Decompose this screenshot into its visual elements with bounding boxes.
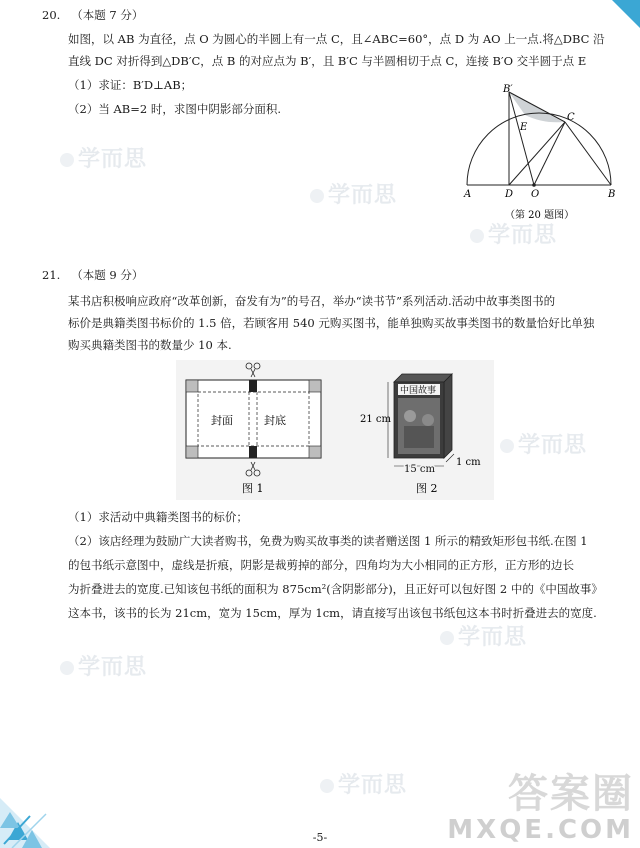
- question-20-subquestion: （1）求证：B′D⊥AB；: [68, 78, 193, 92]
- label-b: B: [608, 189, 616, 200]
- question-20-figure: [455, 80, 625, 225]
- watermark: 学而思: [60, 142, 147, 173]
- page-number: -5-: [312, 831, 328, 844]
- label-back-cover: 封底: [264, 414, 286, 427]
- corner-square: [309, 446, 321, 458]
- question-21-figures: [176, 360, 494, 500]
- brand-logo-text: 答案圈: [508, 771, 634, 817]
- book-top-face: [394, 374, 452, 382]
- segment-dc: [509, 122, 565, 185]
- segment-oc: [534, 122, 565, 185]
- figure-1-caption: 图 1: [242, 482, 264, 495]
- book-title: 中国故事: [400, 386, 437, 396]
- watermark: 学而思: [470, 218, 557, 249]
- watermark: 学而思: [320, 768, 407, 799]
- question-20-line: 直线 DC 对折得到△DB′C，点 B 的对应点为 B′，且 B′C 与半圆相切于点 C，连接 B′O 交半圆于点 E: [68, 54, 587, 68]
- corner-decoration-top-right: [612, 0, 640, 28]
- illustration-scene: [404, 426, 434, 448]
- watermark: 学而思: [440, 620, 527, 651]
- question-21-subquestion-line: 的包书纸示意图中，虚线是折痕，阴影是裁剪掉的部分，四角均为大小相同的正方形，正方形的边长: [68, 558, 574, 572]
- watermark: 学而思: [500, 428, 587, 459]
- watermark: 学而思: [60, 650, 147, 681]
- illustration-figure: [404, 410, 416, 422]
- figure-2-caption: 图 2: [416, 482, 438, 495]
- figure-20-caption: （第 20 题图）: [505, 210, 575, 221]
- watermark: 学而思: [310, 178, 397, 209]
- question-number: 20.: [42, 8, 61, 22]
- question-21-line: 标价是典籍类图书标价的 1.5 倍，若顾客用 540 元购买图书，能单独购买故事类图书的数量恰好比单独: [68, 316, 595, 330]
- label-o: O: [531, 189, 540, 200]
- label-front-cover: 封面: [211, 414, 233, 427]
- corner-square: [186, 380, 198, 392]
- corner-square: [186, 446, 198, 458]
- label-c: C: [567, 112, 575, 123]
- question-21-line: 某书店积极响应政府“改革创新，奋发有为”的号召，举办“读书节”系列活动.活动中故事类图书的: [68, 294, 556, 308]
- question-21-subquestion: （2）该店经理为鼓励广大读者购书，免费为购买故事类的读者赠送图 1 所示的精致矩形包书纸.在图 1: [68, 534, 588, 548]
- question-21-subquestion-line: 为折叠进去的宽度.已知该包书纸的面积为 875cm²(含阴影部分)，且正好可以包好图 2 中的《中国故事》: [68, 582, 603, 596]
- corner-square: [309, 380, 321, 392]
- point-o: [532, 183, 536, 187]
- label-height: 21 cm: [360, 414, 391, 425]
- label-b-prime: B′: [503, 84, 513, 95]
- book-side-face: [444, 374, 452, 458]
- question-points: （本题 7 分）: [71, 8, 144, 22]
- site-brand-watermark: [447, 772, 634, 844]
- question-20-subquestion: （2）当 AB=2 时，求图中阴影部分面积.: [68, 102, 281, 116]
- brand-url: MXQE.COM: [447, 815, 634, 845]
- spine-cut-top: [249, 380, 257, 392]
- illustration-figure: [422, 414, 434, 426]
- question-number: 21.: [42, 268, 61, 282]
- question-20-line: 如图，以 AB 为直径，点 O 为圆心的半圆上有一点 C，且∠ABC=60°，点 D 为 AO 上一点.将△DBC 沿: [68, 32, 605, 46]
- question-points: （本题 9 分）: [71, 268, 144, 282]
- label-e: E: [520, 122, 528, 133]
- question-20-header: [42, 6, 143, 24]
- label-d: D: [505, 189, 514, 200]
- spine-cut-bottom: [249, 446, 257, 458]
- question-21-subquestion: （1）求活动中典籍类图书的标价；: [68, 510, 248, 524]
- question-21-subquestion-line: 这本书，该书的长为 21cm，宽为 15cm，厚为 1cm，请直接写出该包书纸包这本书时折叠进去的宽度.: [68, 606, 597, 620]
- question-21-header: [42, 266, 143, 284]
- question-21-line: 购买典籍类图书的数量少 10 本.: [68, 338, 232, 352]
- label-depth: 1 cm: [456, 457, 481, 468]
- corner-decoration-bottom-left: [0, 778, 80, 848]
- label-width: 15 cm: [404, 464, 435, 475]
- label-a: A: [464, 189, 472, 200]
